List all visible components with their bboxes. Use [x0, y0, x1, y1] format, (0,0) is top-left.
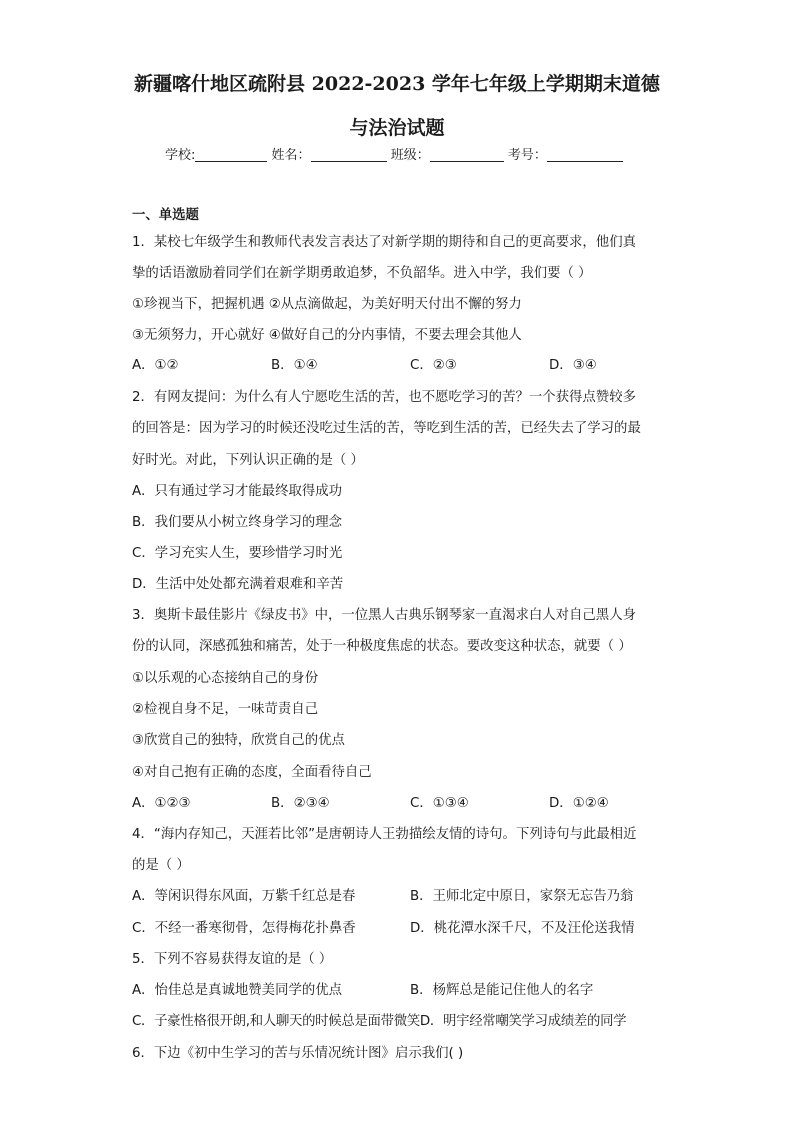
q4-stem-line2: 的是（ ） [132, 858, 190, 873]
q1-option-d: D．③④ [549, 358, 597, 373]
q3-item-2: ②检视自身不足，一味苛责自己 [132, 702, 319, 717]
q2-option-b: B．我们要从小树立终身学习的理念 [132, 515, 343, 530]
class-label: 班级： [390, 148, 430, 163]
q3-option-c: C．①③④ [410, 796, 469, 811]
exam-title-line1: 新疆喀什地区疏附县 2022-2023 学年七年级上学期期末道德 [134, 73, 660, 95]
q1-option-b: B．①④ [271, 358, 318, 373]
q6-stem-line1: 6．下边《初中生学习的苦与乐情况统计图》启示我们( ) [132, 1046, 464, 1061]
q3-stem-line2: 份的认同，深感孤独和痛苦，处于一种极度焦虑的状态。要改变这种状态，就要（ ） [132, 639, 632, 654]
q1-stem-line1: 1．某校七年级学生和教师代表发言表达了对新学期的期待和自己的更高要求，他们真 [132, 235, 636, 250]
name-label: 姓名： [271, 148, 311, 163]
q3-stem-line1: 3．奥斯卡最佳影片《绿皮书》中，一位黑人古典乐钢琴家一直渴求白人对自己黑人身 [132, 608, 636, 623]
name-blank [311, 147, 387, 162]
q5-option-a: A．怡佳总是真诚地赞美同学的优点 [132, 983, 343, 998]
q3-item-1: ①以乐观的心态接纳自己的身份 [132, 671, 319, 686]
class-blank [430, 147, 504, 162]
q1-item-line2: ③无须努力，开心就好 ④做好自己的分内事情，不要去理会其他人 [132, 328, 522, 343]
section-title: 一、单选题 [132, 208, 199, 223]
q5-option-b: B．杨辉总是能记住他人的名字 [410, 983, 594, 998]
school-blank [195, 147, 267, 162]
q5-option-cd: C．子豪性格很开朗,和人聊天的时候总是面带微笑D．明宇经常嘲笑学习成绩差的同学 [132, 1014, 627, 1029]
q4-option-c: C．不经一番寒彻骨，怎得梅花扑鼻香 [132, 921, 356, 936]
q2-option-c: C．学习充实人生，要珍惜学习时光 [132, 546, 343, 561]
exam-no-label: 考号： [507, 148, 547, 163]
q4-option-a: A．等闲识得东风面，万紫千红总是春 [132, 889, 356, 904]
q1-item-line1: ①珍视当下，把握机遇 ②从点滴做起，为美好明天付出不懈的努力 [132, 297, 522, 312]
q3-item-3: ③欣赏自己的独特，欣赏自己的优点 [132, 733, 345, 748]
q4-option-b: B．王师北定中原日，家祭无忘告乃翁 [410, 889, 634, 904]
q2-option-d: D．生活中处处都充满着艰难和辛苦 [132, 577, 344, 592]
school-label: 学校: [165, 148, 196, 163]
exam-title-line2: 与法治试题 [349, 117, 445, 139]
q2-option-a: A．只有通过学习才能最终取得成功 [132, 484, 343, 499]
q1-option-a: A．①② [132, 358, 179, 373]
exam-no-blank [547, 147, 623, 162]
q5-stem-line1: 5．下列不容易获得友谊的是（ ） [132, 952, 333, 967]
q2-stem-line3: 好时光。对此，下列认识正确的是（ ） [132, 453, 364, 468]
q4-option-d: D．桃花潭水深千尺，不及汪伦送我情 [410, 921, 635, 936]
q3-option-a: A．①②③ [132, 796, 191, 811]
q3-item-4: ④对自己抱有正确的态度，全面看待自己 [132, 765, 372, 780]
q3-option-d: D．①②④ [549, 796, 609, 811]
q4-stem-line1: 4．“海内存知己，天涯若比邻”是唐朝诗人王勃描绘友情的诗句。下列诗句与此最相近 [132, 827, 637, 842]
q3-option-b: B．②③④ [271, 796, 330, 811]
q1-option-c: C．②③ [410, 358, 457, 373]
q2-stem-line1: 2．有网友提问：为什么有人宁愿吃生活的苦，也不愿吃学习的苦？一个获得点赞较多 [132, 390, 636, 405]
q2-stem-line2: 的回答是：因为学习的时候还没吃过生活的苦，等吃到生活的苦，已经失去了学习的最 [132, 421, 641, 436]
student-info-row [165, 144, 623, 163]
q1-stem-line2: 挚的话语激励着同学们在新学期勇敢追梦，不负韶华。进入中学，我们要（ ） [132, 266, 592, 281]
